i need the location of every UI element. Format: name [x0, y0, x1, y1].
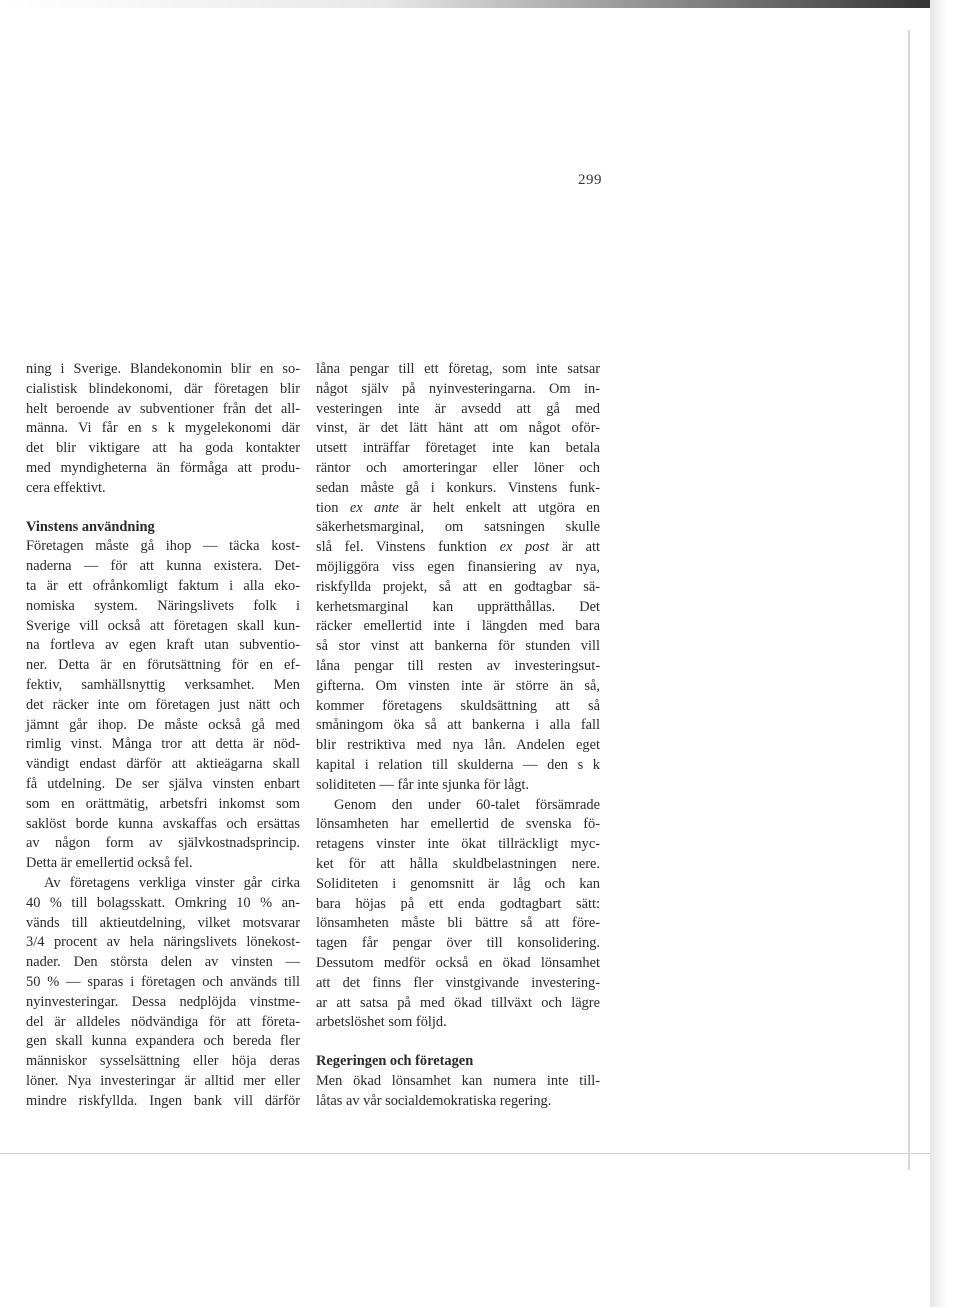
text-line: möjliggöra viss egen finansiering av nya, — [316, 558, 600, 575]
paragraph — [316, 360, 600, 499]
text-line: få utdelning. De ser själva vinsten enbart — [26, 775, 300, 792]
text-line: låtas av vår socialdemokratiska regering. — [316, 1092, 552, 1109]
text-line: att det finns fler vinstgivande investering- — [316, 974, 600, 991]
text-line: låna pengar till ett företag, som inte satsar — [316, 361, 600, 377]
text-line: sedan måste gå i konkurs. Vinstens funk- — [316, 479, 600, 496]
text-line: Soliditeten i genomsnitt är låg och kan — [316, 875, 600, 892]
paragraph — [316, 1072, 600, 1112]
text-fragment: är att — [549, 539, 600, 556]
italic-term: ex ante — [349, 499, 399, 516]
right-text-column — [316, 360, 600, 1111]
text-line: jämnt går ihop. De måste också gå med — [26, 716, 300, 733]
text-line: kerhetsmarginal kan upprätthållas. Det — [316, 598, 600, 615]
text-line: 40 % till bolagsskatt. Omkring 10 % an- — [26, 894, 300, 911]
text-line: del är alldeles nödvändiga för att företa- — [26, 1013, 300, 1030]
text-fragment: tion — [316, 499, 350, 516]
text-fragment: är helt enkelt att utgöra en — [398, 499, 600, 516]
scan-top-edge — [0, 0, 960, 8]
text-line: vänds till aktieutdelning, vilket motsvarar — [26, 914, 300, 931]
text-line: löner. Nya investeringar är alltid mer eller — [26, 1072, 300, 1089]
text-line: saklöst borde kunna avskaffas och ersättas — [26, 815, 300, 832]
text-line: bara höjas på ett enda godtagbart sätt: — [316, 895, 600, 912]
text-line: kapital i relation till skulderna — den s k — [316, 756, 600, 773]
text-line: räcker emellertid inte i längden med bara — [316, 618, 600, 635]
paragraph — [316, 796, 600, 1034]
text-line: lönsamheten har emellertid de svenska fö- — [316, 816, 600, 833]
paragraph — [26, 537, 300, 874]
paragraph — [26, 360, 300, 499]
text-line: Men ökad lönsamhet kan numera inte till- — [316, 1072, 600, 1089]
text-line: männa. Vi får en s k mygelekonomi där — [26, 420, 300, 437]
text-line: soliditeten — får inte sjunka för lågt. — [316, 776, 530, 793]
text-line: nader. Den största delen av vinsten — — [26, 954, 300, 971]
text-line: det blir viktigare att ha goda kontakter — [26, 440, 300, 457]
text-line: Företagen måste gå ihop — täcka kost- — [26, 538, 300, 555]
text-line: na fortleva av egen kraft utan subventio- — [26, 637, 300, 654]
text-line: det räcker inte om företagen just nätt och — [26, 696, 300, 713]
text-line: lönsamheten måste bli bättre så att före- — [316, 915, 600, 932]
text-line: blir restriktiva med nya lån. Andelen eget — [316, 737, 600, 754]
text-line: riskfyllda projekt, så att en godtagbar sä- — [316, 578, 600, 595]
text-line: cera effektivt. — [26, 479, 106, 496]
text-line: småningom öka så att bankerna i alla fall — [316, 717, 600, 734]
text-line: nyinvesteringar. Dessa nedplöjda vinstme- — [26, 993, 300, 1010]
text-line: något själv på nyinvesteringarna. Om in- — [316, 380, 600, 397]
text-line: människor sysselsättning eller höja deras — [26, 1053, 300, 1070]
paragraph — [26, 874, 300, 1112]
text-line: räntor och amorteringar eller löner och — [316, 459, 600, 476]
text-line: tagen får pengar över till konsolidering. — [316, 935, 600, 952]
italic-term: ex post — [499, 539, 550, 556]
text-line: vinst, är det lätt hänt att om något oför- — [316, 420, 600, 437]
text-line: Sverige vill också att företagen skall kun- — [26, 617, 300, 634]
text-line — [316, 499, 600, 519]
text-line: ta är ett ofrånkomligt faktum i alla eko- — [26, 577, 300, 594]
text-line: ar att satsa på med ökad tillväxt och lägre — [316, 994, 600, 1011]
text-line: kommer företagens skuldsättning att så — [316, 697, 600, 714]
paragraph — [316, 558, 600, 796]
text-line: ning i Sverige. Blandekonomin blir en so- — [26, 361, 300, 377]
text-line: retagens vinster inte ökat tillräckligt myc- — [316, 836, 600, 853]
text-fragment: slå fel. Vinstens funktion — [316, 539, 500, 556]
text-line: helt beroende av subventioner från det all- — [26, 400, 300, 417]
scan-bottom-margin — [0, 1153, 960, 1308]
section-heading: Regeringen och företagen — [316, 1053, 474, 1070]
text-line: vesteringen inte är avsedd att gå med — [316, 400, 600, 417]
page-edge-line — [908, 30, 910, 1170]
text-line: Detta är emellertid också fel. — [26, 855, 193, 872]
text-line: mindre riskfyllda. Ingen bank vill därför — [26, 1092, 300, 1109]
text-line: nomiska system. Näringslivets folk i — [26, 597, 300, 614]
text-line: med myndigheterna än förmåga att produ- — [26, 459, 300, 476]
text-line: av någon form av självkostnadsprincip. — [26, 835, 300, 852]
text-line: arbetslöshet som följd. — [316, 1014, 447, 1031]
text-line: utsett inträffar företaget inte kan betala — [316, 440, 600, 457]
page-number: 299 — [578, 172, 602, 188]
text-line: gifterna. Om vinsten inte är större än så, — [316, 677, 600, 694]
text-line — [316, 538, 600, 558]
text-line: ket för att hålla skuldbelastningen nere. — [316, 855, 600, 872]
text-line: Av företagens verkliga vinster går cirka — [44, 874, 300, 891]
scan-right-edge — [930, 0, 960, 1307]
text-line: vändigt endast därför att aktieägarna skall — [26, 756, 300, 773]
text-line: så stor vinst att bankerna för stunden vill — [316, 638, 600, 655]
text-line: 50 % — sparas i företagen och används till — [26, 973, 300, 990]
text-line: gen skall kunna expandera och bereda fler — [26, 1033, 300, 1050]
text-line: Genom den under 60-talet försämrade — [334, 796, 600, 813]
left-text-column — [26, 360, 300, 1111]
text-line: 3/4 procent av hela näringslivets lönekost- — [26, 934, 300, 951]
text-line: naderna — för att kunna existera. Det- — [26, 558, 300, 575]
text-line: låna pengar till resten av investeringsut- — [316, 657, 600, 674]
text-line: säkerhetsmarginal, om satsningen skulle — [316, 519, 600, 536]
text-line: Dessutom medför också en ökad lönsamhet — [316, 954, 600, 971]
text-line: som en orättmätig, arbetsfri inkomst som — [26, 795, 300, 812]
paragraph — [316, 518, 600, 538]
text-line: rimlig vinst. Många tror att detta är nöd- — [26, 736, 300, 753]
text-line: fektiv, samhällsnyttig verksamhet. Men — [26, 676, 300, 693]
text-line: cialistisk blindekonomi, där företagen blir — [26, 380, 300, 397]
section-heading: Vinstens användning — [26, 518, 155, 535]
text-line: ner. Detta är en förutsättning för en ef- — [26, 657, 300, 674]
